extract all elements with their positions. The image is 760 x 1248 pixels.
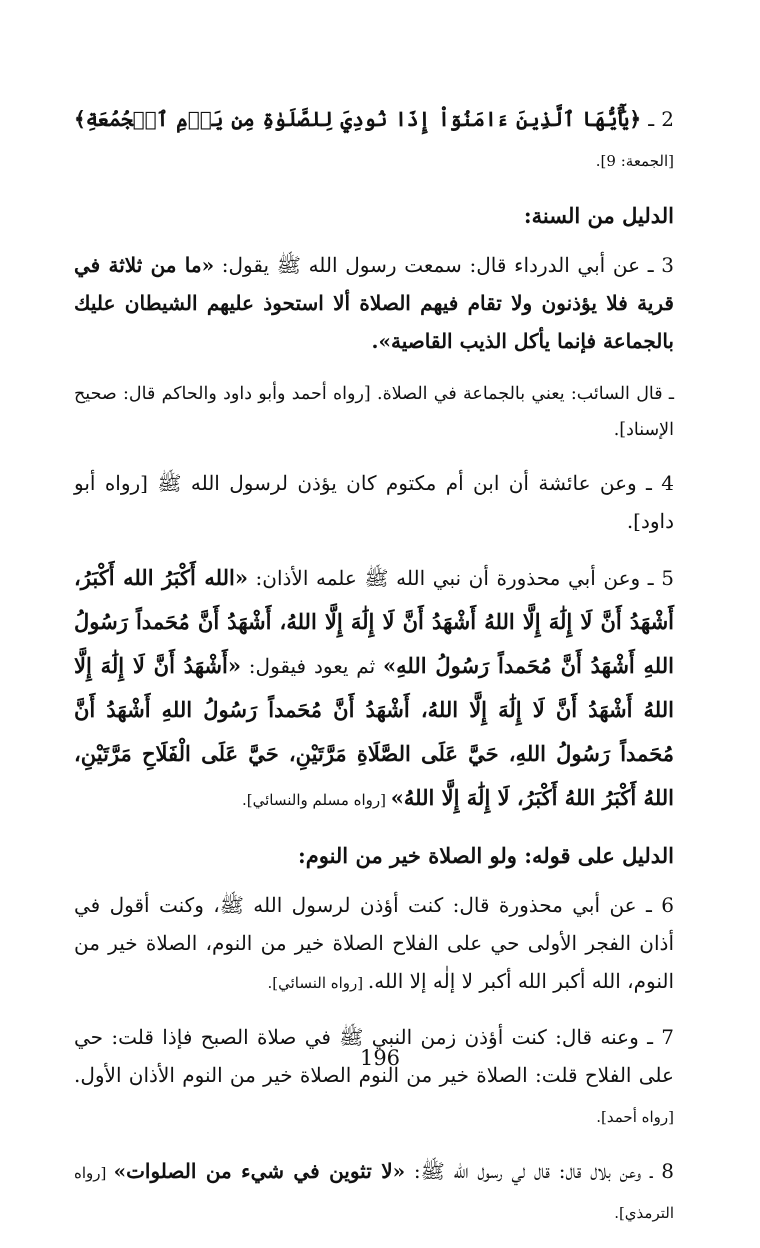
item-8-reference: [رواه الترمذي]. (74, 1164, 674, 1222)
item-6 (74, 886, 674, 1002)
item-3-hadith: «ما من ثلاثة في قرية فلا يؤذنون ولا تقام فيهم الصلاة ألا استحوذ عليهم الشيطان عليك بالجماعة فإنما يأكل الذيب القاصية». (74, 253, 674, 353)
item-7-reference: [رواه أحمد]. (596, 1108, 674, 1126)
note-saib: ـ قال السائب: يعني بالجماعة في الصلاة. [رواه أحمد وأبو داود والحاكم قال: صحيح الإسناد]. (74, 384, 674, 440)
section-heading-sunnah: الدليل من السنة: (523, 203, 674, 228)
item-2 (74, 100, 674, 180)
item-8-hadith: «لا تثوين في شيء من الصلوات» (113, 1159, 406, 1183)
item-8-intro: 8 ـ وعن بلال قال: قال لي رسول الله ﷺ: (405, 1159, 675, 1183)
item-8 (74, 1152, 674, 1232)
item-4: 4 ـ وعن عائشة أن ابن أم مكتوم كان يؤذن لرسول الله ﷺ [رواه أبو داود]. (74, 471, 674, 533)
item-3-intro: 3 ـ عن أبي الدرداء قال: سمعت رسول الله ﷺ يقول: (214, 253, 674, 277)
verse-reference: [الجمعة: 9]. (595, 152, 674, 170)
item-5-reference: [رواه مسلم والنسائي]. (242, 791, 391, 809)
adhan-text-2: «أَشْهَدُ أَنَّ لَا إِلَٰهَ إِلَّا اللهُ أَشْهَدُ أَنَّ لَا إِلَٰهَ إِلَّا اللهُ، أَشْهَدُ أَنَّ مُحَمداً رَسُولُ اللهِ أَشْهَدُ أَنَّ مُحَمداً رَسُولُ اللهِ، حَيَّ عَلَى الصَّلَاةِ مَرَّتَيْنِ، حَيَّ عَلَى الْفَلَاحِ مَرَّتَيْنِ، اللهُ أَكْبَرُ اللهُ أَكْبَرُ، لَا إِلَٰهَ إِلَّا اللهُ» (74, 653, 674, 810)
item-5 (74, 556, 674, 820)
item-2-number: 2 ـ (641, 107, 674, 131)
quran-verse: ﴿يَٰٓأَيُّهَا ٱلَّذِينَ ءَامَنُوٓاْ إِذَا نُودِيَ لِلصَّلَوٰةِ مِن يَوۡمِ ٱلۡجُمُعَةِ﴾ (74, 107, 642, 131)
page-body (74, 100, 674, 1248)
item-3 (74, 246, 674, 360)
section-heading-fajr: الدليل على قوله: ولو الصلاة خير من النوم: (297, 843, 674, 868)
item-7 (74, 1018, 674, 1136)
item-7-text: 7 ـ وعنه قال: كنت أؤذن زمن النبي ﷺ في صلاة الصبح فإذا قلت: حي على الفلاح قلت: الصلاة خير من النوم الصلاة خير من النوم الأذان الأول. (74, 1025, 674, 1087)
item-6-text: 6 ـ عن أبي محذورة قال: كنت أؤذن لرسول الله ﷺ، وكنت أقول في أذان الفجر الأولى حي على الفلاح الصلاة خير من النوم، الصلاة خير من النوم، الله أكبر الله أكبر لا إلٰه إلا الله. (74, 893, 674, 993)
item-5-mid: ثم يعود فيقول: (240, 654, 383, 678)
page-number: 196 (359, 1046, 401, 1070)
item-6-reference: [رواه النسائي]. (267, 974, 368, 992)
adhan-text-1: «الله أَكْبَرُ الله أَكْبَرُ، أَشْهَدُ أَنَّ لَا إِلَٰهَ إِلَّا اللهُ أَشْهَدُ أَنَّ لَا إِلَٰهَ إِلَّا اللهُ، أَشْهَدُ أَنَّ مُحَمداً رَسُولُ اللهِ أَشْهَدُ أَنَّ مُحَمداً رَسُولُ اللهِ» (74, 565, 674, 678)
item-5-intro: 5 ـ وعن أبي محذورة أن نبي الله ﷺ علمه الأذان: (247, 566, 674, 590)
